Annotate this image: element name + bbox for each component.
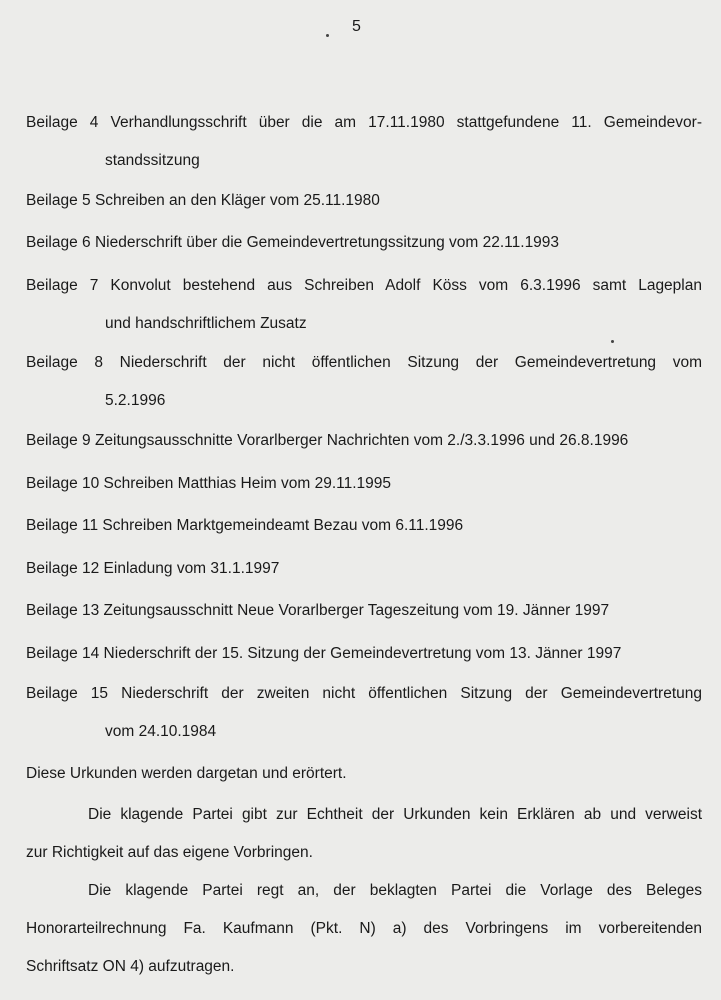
entry-text: Beilage 10 Schreiben Matthias Heim vom 29.11.1995: [26, 475, 392, 492]
entry-text: Beilage 14 Niederschrift der 15. Sitzung der Gemeindevertretung vom 13. Jänner 1997: [26, 645, 622, 662]
paragraph-line: zur Richtigkeit auf das eigene Vorbringen.: [26, 844, 313, 861]
beilage-entry-12: [26, 550, 702, 588]
beilage-entry-14: [26, 635, 702, 673]
entry-continuation: und handschriftlichem Zusatz: [105, 315, 307, 332]
entry-text: Beilage 8 Niederschrift der nicht öffentlichen Sitzung der Gemeindevertretung vom: [26, 354, 702, 371]
entry-text: Beilage 11 Schreiben Marktgemeindeamt Bezau vom 6.11.1996: [26, 517, 464, 534]
entry-text: Beilage 15 Niederschrift der zweiten nicht öffentlichen Sitzung der Gemeindevertretung: [26, 685, 702, 702]
entry-text: Beilage 7 Konvolut bestehend aus Schreiben Adolf Köss vom 6.3.1996 samt Lageplan: [26, 277, 702, 294]
paragraph-authenticity: [26, 796, 702, 872]
beilage-entry-13: [26, 592, 702, 630]
entry-text: Beilage 4 Verhandlungsschrift über die am 17.11.1980 stattgefundene 11. Gemeindevor-: [26, 114, 702, 131]
statement-text: Diese Urkunden werden dargetan und erörtert.: [26, 765, 347, 782]
beilage-entry-4: [26, 104, 702, 180]
paragraph-line: Schriftsatz ON 4) aufzutragen.: [26, 958, 235, 975]
beilage-entry-7: [26, 267, 702, 343]
entry-continuation: 5.2.1996: [105, 392, 166, 409]
beilage-entry-11: [26, 507, 702, 545]
beilage-entry-10: [26, 465, 702, 503]
paragraph-line: Die klagende Partei regt an, der beklagten Partei die Vorlage des Beleges: [88, 882, 702, 899]
entry-text: Beilage 12 Einladung vom 31.1.1997: [26, 560, 280, 577]
beilage-entry-8: [26, 344, 702, 420]
statement-paragraph: [26, 755, 702, 793]
scan-speck: [326, 34, 329, 37]
entry-continuation: standssitzung: [105, 152, 200, 169]
paragraph-request: [26, 872, 702, 986]
page-number: 5: [352, 18, 361, 35]
beilage-entry-15: [26, 675, 702, 751]
entry-text: Beilage 6 Niederschrift über die Gemeindevertretungssitzung vom 22.11.1993: [26, 234, 560, 251]
beilage-entry-9: [26, 422, 702, 460]
entry-text: Beilage 13 Zeitungsausschnitt Neue Vorarlberger Tageszeitung vom 19. Jänner 1997: [26, 602, 610, 619]
entry-text: Beilage 5 Schreiben an den Kläger vom 25.11.1980: [26, 192, 380, 209]
paragraph-line: Honorarteilrechnung Fa. Kaufmann (Pkt. N) a) des Vorbringens im vorbereitenden: [26, 920, 702, 937]
beilage-entry-6: [26, 224, 702, 262]
beilage-entry-5: [26, 182, 702, 220]
entry-continuation: vom 24.10.1984: [105, 723, 217, 740]
entry-text: Beilage 9 Zeitungsausschnitte Vorarlberger Nachrichten vom 2./3.3.1996 und 26.8.1996: [26, 432, 629, 449]
paragraph-line: Die klagende Partei gibt zur Echtheit der Urkunden kein Erklären ab und verweist: [88, 806, 702, 823]
